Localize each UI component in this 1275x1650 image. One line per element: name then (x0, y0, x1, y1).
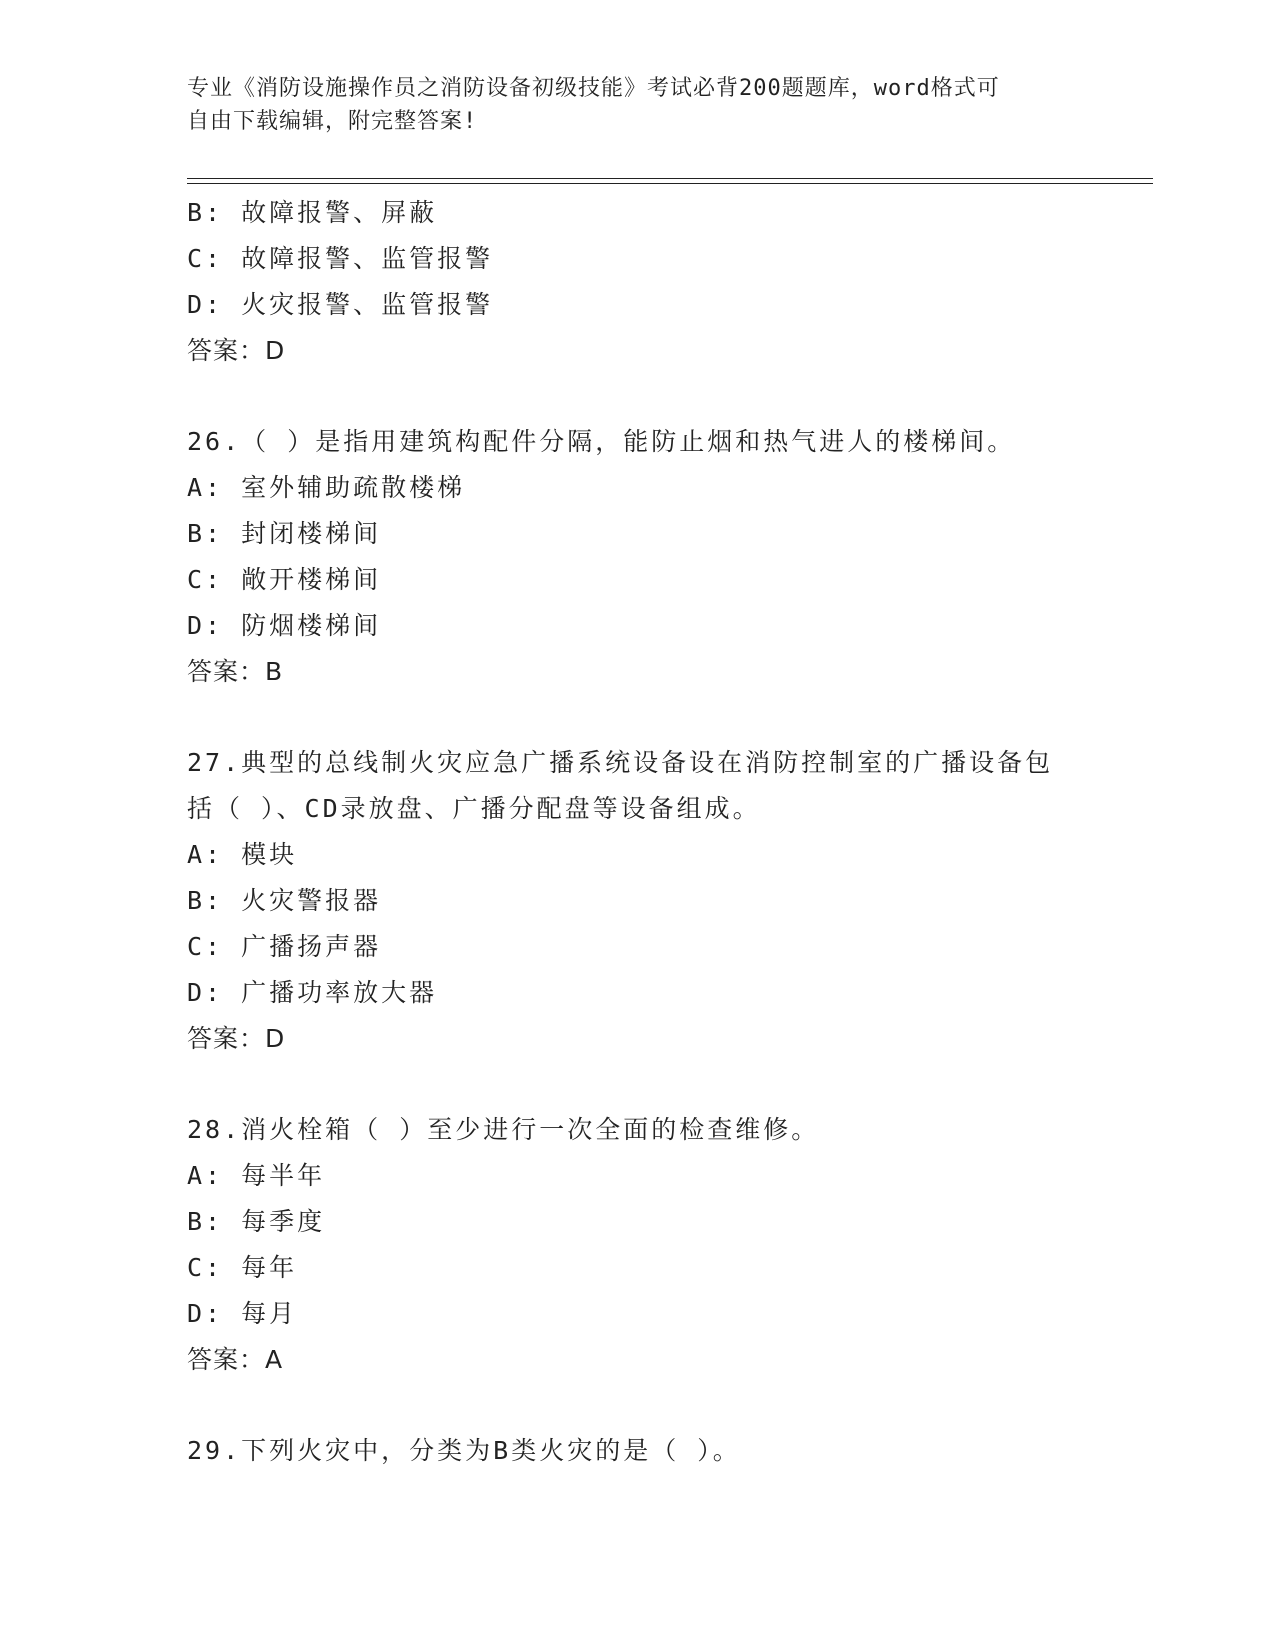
question-stem: 26.（ ）是指用建筑构配件分隔，能防止烟和热气进人的楼梯间。 (187, 427, 1016, 456)
question-28 (187, 1107, 1127, 1383)
question-25-continued (187, 190, 1127, 374)
answer-line: 答案：A (187, 1345, 284, 1374)
header-line-1: 专业《消防设施操作员之消防设备初级技能》考试必背200题题库，word格式可 (187, 76, 1000, 101)
answer-line: 答案：D (187, 336, 286, 365)
option-d: D: 火灾报警、监管报警 (187, 290, 494, 319)
option-d: D: 防烟楼梯间 (187, 611, 382, 640)
question-stem-line-2: 括（ ）、CD录放盘、广播分配盘等设备组成。 (187, 794, 761, 823)
question-29 (187, 1428, 1127, 1474)
document-header (187, 72, 1067, 138)
question-stem-line-1: 27.典型的总线制火灾应急广播系统设备设在消防控制室的广播设备包 (187, 748, 1054, 777)
option-b: B: 火灾警报器 (187, 886, 382, 915)
option-c: C: 故障报警、监管报警 (187, 244, 494, 273)
option-c: C: 广播扬声器 (187, 932, 382, 961)
option-a: A: 室外辅助疏散楼梯 (187, 473, 466, 502)
answer-line: 答案：B (187, 657, 284, 686)
option-d: D: 每月 (187, 1299, 298, 1328)
question-stem: 28.消火栓箱（ ）至少进行一次全面的检查维修。 (187, 1115, 820, 1144)
question-list (187, 190, 1127, 1474)
answer-line: 答案：D (187, 1024, 286, 1053)
option-b: B: 每季度 (187, 1207, 326, 1236)
question-27 (187, 740, 1127, 1062)
option-a: A: 每半年 (187, 1161, 326, 1190)
option-b: B: 故障报警、屏蔽 (187, 198, 438, 227)
header-divider-bottom (187, 183, 1153, 184)
option-b: B: 封闭楼梯间 (187, 519, 382, 548)
option-d: D: 广播功率放大器 (187, 978, 438, 1007)
option-a: A: 模块 (187, 840, 298, 869)
option-c: C: 每年 (187, 1253, 298, 1282)
question-26 (187, 419, 1127, 695)
header-divider-top (187, 178, 1153, 179)
header-line-2: 自由下载编辑，附完整答案! (187, 109, 478, 134)
option-c: C: 敞开楼梯间 (187, 565, 382, 594)
question-stem: 29.下列火灾中，分类为B类火灾的是（ ）。 (187, 1436, 741, 1465)
